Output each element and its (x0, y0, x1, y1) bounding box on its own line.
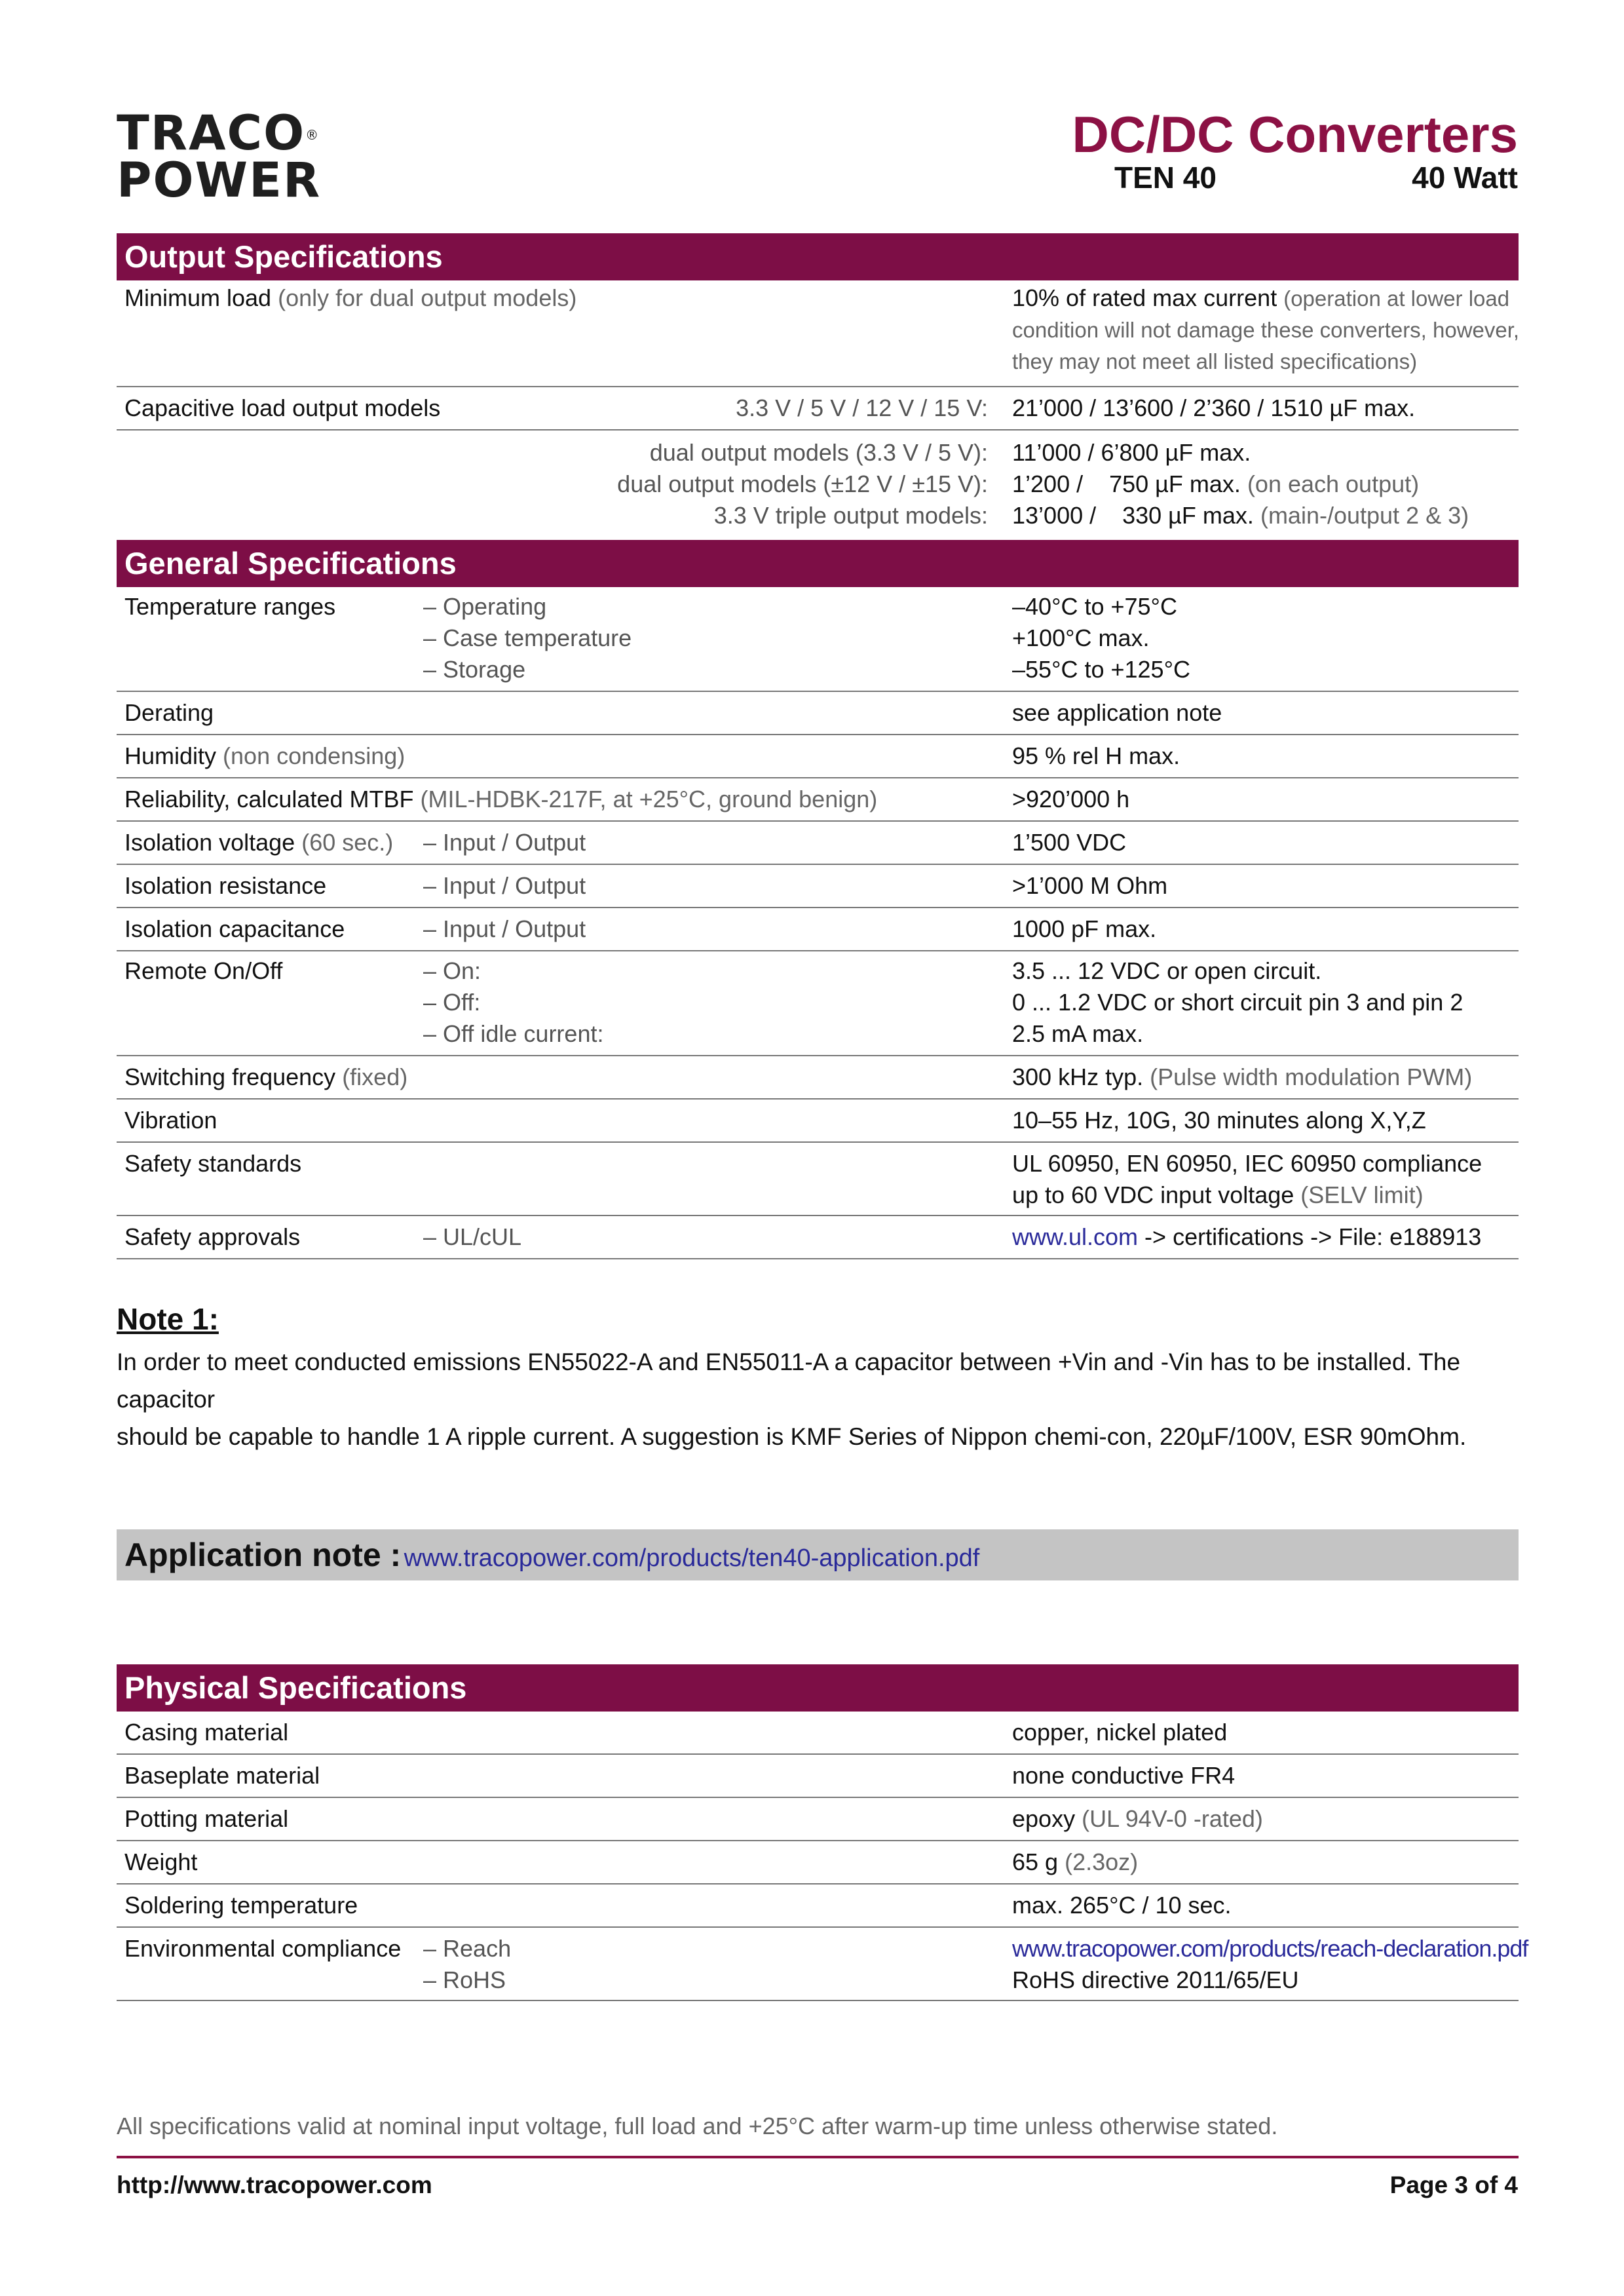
table-row-safety-standards (117, 1143, 1519, 1216)
section-heading-physical: Physical Specifications (117, 1664, 1519, 1712)
model-name: TEN 40 (1114, 161, 1217, 195)
row-value: 1’500 VDC (1012, 829, 1127, 856)
document-title: DC/DC Converters (1072, 105, 1518, 163)
row-label: Weight (124, 1848, 198, 1875)
row-condition: dual output models (3.3 V / 5 V): dual output models (±12 V / ±15 V): 3.3 V triple output models: (617, 439, 988, 529)
table-row-vibration (117, 1100, 1519, 1143)
row-condition: – Input / Output (423, 915, 586, 942)
row-value: >1’000 M Ohm (1012, 872, 1168, 899)
ul-link[interactable]: www.ul.com (1012, 1223, 1139, 1250)
note-title: Note 1: (117, 1302, 219, 1336)
row-condition: – Operating – Case temperature – Storage (423, 593, 632, 683)
table-row-capacitive-load (117, 387, 1519, 430)
row-value: UL 60950, EN 60950, IEC 60950 compliance up to 60 VDC input voltage (SELV limit) (1012, 1150, 1482, 1208)
registered-mark: ® (305, 127, 320, 143)
row-value: max. 265°C / 10 sec. (1012, 1892, 1232, 1919)
logo-line-1: TRACO (117, 105, 306, 161)
table-row-environmental (117, 1928, 1528, 2001)
row-value: 1000 pF max. (1012, 915, 1157, 942)
table-row-weight (117, 1841, 1519, 1885)
row-condition: 3.3 V / 5 V / 12 V / 15 V: (736, 394, 988, 421)
row-label: Safety approvals (124, 1223, 301, 1250)
application-note-bar (117, 1529, 1519, 1580)
table-row-capacitive-load-dual (117, 430, 1519, 540)
row-label: Switching frequency (fixed) (124, 1063, 408, 1090)
table-row-isolation-resistance (117, 865, 1519, 908)
row-value: epoxy (UL 94V-0 -rated) (1012, 1805, 1263, 1832)
row-value: –40°C to +75°C +100°C max. –55°C to +125°C (1012, 593, 1190, 683)
row-label: Vibration (124, 1107, 217, 1134)
table-row-casing (117, 1712, 1519, 1755)
row-value: 10% of rated max current (operation at lower load condition will not damage these converters, however, they may not meet all listed specifications) (1012, 284, 1520, 373)
footer-website-link[interactable]: http://www.tracopower.com (117, 2172, 432, 2198)
row-value: 300 kHz typ. (Pulse width modulation PWM) (1012, 1063, 1473, 1090)
row-condition: – Reach – RoHS (423, 1935, 512, 1993)
reach-declaration-link[interactable]: www.tracopower.com/products/reach-declaration.pdf (1012, 1935, 1528, 1962)
row-value: 11’000 / 6’800 µF max. 1’200 / 750 µF max. (on each output) 13’000 / 330 µF max. (main-/output 2 & 3) (1012, 439, 1469, 529)
note-body: In order to meet conducted emissions EN55022-A and EN55011-A a capacitor between +Vin and -Vin has to be installed. The capacitor should be capable to handle 1 A ripple current. A suggestion is KMF Series of Nippon chemi-con, 220µF/100V, ESR 90mOhm. (117, 1349, 1467, 1450)
row-label: Potting material (124, 1805, 289, 1832)
row-value: www.ul.com -> certifications -> File: e188913 (1012, 1223, 1482, 1250)
row-label: Baseplate material (124, 1762, 320, 1789)
table-row-safety-approvals (117, 1216, 1519, 1259)
table-row-mtbf (117, 778, 1519, 822)
row-condition: – UL/cUL (423, 1223, 522, 1250)
row-label: Safety standards (124, 1150, 302, 1177)
row-value: 10–55 Hz, 10G, 30 minutes along X,Y,Z (1012, 1107, 1426, 1134)
row-label: Soldering temperature (124, 1892, 358, 1919)
row-condition: – Input / Output (423, 872, 586, 899)
application-note-link[interactable]: www.tracopower.com/products/ten40-application.pdf (404, 1544, 980, 1572)
row-value: 3.5 ... 12 VDC or open circuit. 0 ... 1.2 VDC or short circuit pin 3 and pin 2 2.5 mA max. (1012, 957, 1463, 1047)
row-condition: – Input / Output (423, 829, 586, 856)
row-value: none conductive FR4 (1012, 1762, 1236, 1789)
row-value: >920’000 h (1012, 786, 1130, 813)
footnote: All specifications valid at nominal input voltage, full load and +25°C after warm-up time unless otherwise stated. (117, 2113, 1278, 2139)
row-label: Environmental compliance (124, 1935, 402, 1962)
row-label: Remote On/Off (124, 957, 283, 984)
row-label: Humidity (non condensing) (124, 742, 406, 769)
table-row-potting (117, 1798, 1519, 1841)
row-label: Minimum load (only for dual output models) (124, 284, 577, 311)
row-label: Casing material (124, 1719, 289, 1746)
row-label: Isolation resistance (124, 872, 327, 899)
table-row-remote-on-off (117, 951, 1519, 1056)
section-heading-general: General Specifications (117, 540, 1519, 587)
row-label: Temperature ranges (124, 593, 336, 620)
table-row-minimum-load (117, 280, 1519, 387)
row-value: 21’000 / 13’600 / 2’360 / 1510 µF max. (1012, 394, 1416, 421)
power-rating: 40 Watt (1412, 161, 1518, 195)
table-row-isolation-voltage (117, 822, 1519, 865)
row-label: Isolation capacitance (124, 915, 345, 942)
row-value: see application note (1012, 699, 1222, 726)
section-heading-output: Output Specifications (117, 233, 1519, 280)
table-row-isolation-capacitance (117, 908, 1519, 951)
application-note-title: Application note : (124, 1537, 402, 1573)
row-value: copper, nickel plated (1012, 1719, 1228, 1746)
row-label: Derating (124, 699, 214, 726)
table-row-switching-frequency (117, 1056, 1519, 1100)
table-row-derating (117, 692, 1519, 735)
page-number: Page 3 of 4 (1389, 2172, 1518, 2198)
row-label: Isolation voltage (60 sec.) (124, 829, 394, 856)
row-value: 65 g (2.3oz) (1012, 1848, 1139, 1875)
traco-power-logo (117, 105, 322, 208)
row-value: 95 % rel H max. (1012, 742, 1180, 769)
logo-line-2: POWER (117, 153, 322, 208)
table-row-soldering (117, 1885, 1519, 1928)
footer-divider (117, 2156, 1519, 2158)
row-label: Reliability, calculated MTBF (MIL-HDBK-217F, at +25°C, ground benign) (124, 786, 878, 813)
row-value: www.tracopower.com/products/reach-declaration.pdf RoHS directive 2011/65/EU (1012, 1933, 1528, 1996)
row-label: Capacitive load output models (124, 394, 441, 421)
table-row-humidity (117, 735, 1519, 778)
table-row-baseplate (117, 1755, 1519, 1798)
table-row-temperature (117, 587, 1519, 692)
row-condition: – On: – Off: – Off idle current: (423, 957, 604, 1047)
